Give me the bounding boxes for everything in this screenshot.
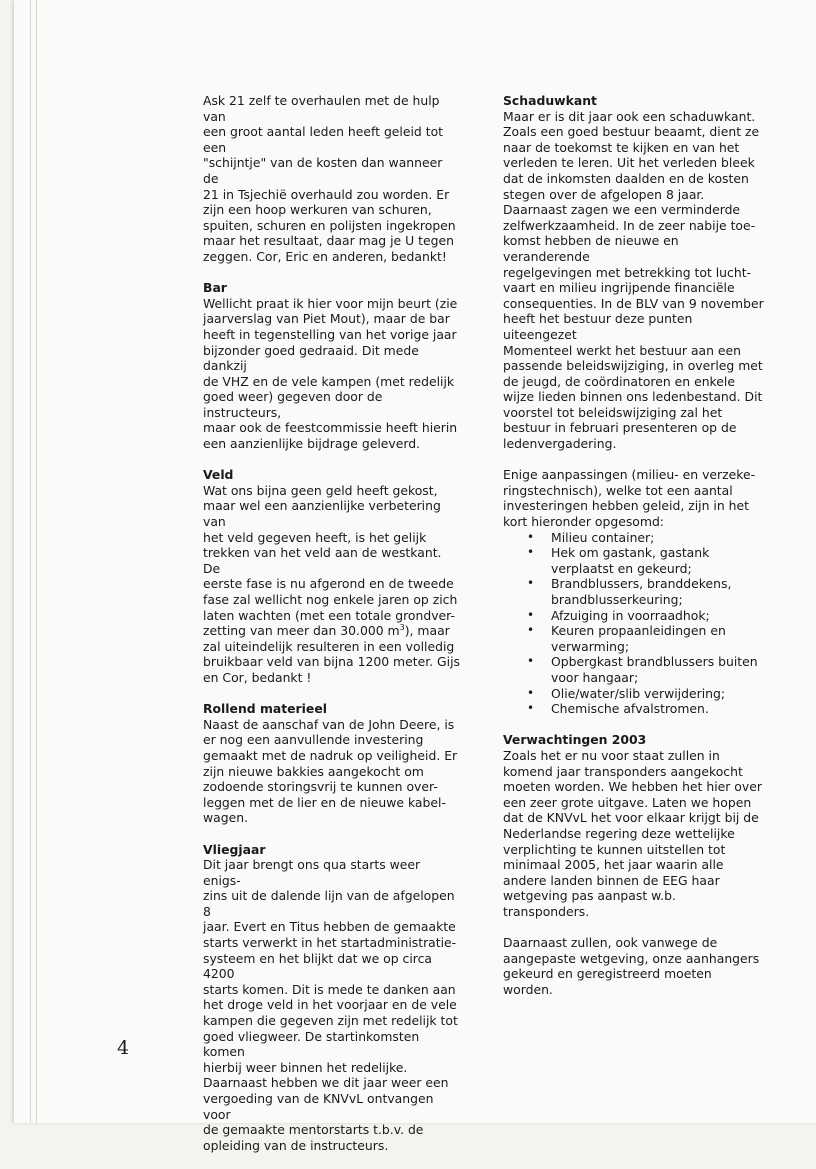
page-edge-line — [36, 0, 37, 1123]
section-text-verwachtingen: Zoals het er nu voor staat zullen in komend jaar transponders aangekocht moeten worden. We hebben het hier over een zeer grote uitgave. Laten we hopen dat de KNVvL het voor elkaar krijgt bij de Nederlandse regering deze wettelijke verplichting te kunnen uitstellen tot minimaal 2005, het jaar waarin alle andere landen binnen de EEG haar wetgeving pas aanpast w.b. transponders. — [503, 747, 762, 919]
list-item-text: Brandblussers, branddekens, brandblusserkeuring; — [551, 576, 732, 607]
page-edge-line — [30, 0, 31, 1123]
section-text-schaduwkant: Maar er is dit jaar ook een schaduwkant. Zoals een goed bestuur beaamt, dient ze naar de toekomst te kijken en van het verleden te leren. Uit het verleden bleek dat de inkomsten daalden en de kosten stegen over de afgelopen 8 jaar. Daarnaast zagen we een verminderde zelfwerkzaamheid. In de zeer nabije toe- komst hebben de nieuwe en veranderende regelgevingen met betrekking tot lucht- vaart en milieu ingrijpende financiële consequenties. In de BLV van 9 november heeft het bestuur deze punten uiteengezet Momenteel werkt het bestuur aan een passende beleidswijziging, in overleg met de jeugd, de coördinatoren en enkele wijze lieden binnen ons ledenbestand. Dit voorstel tot beleidswijziging zal het bestuur in februari presenteren op de ledenvergadering. — [503, 108, 764, 452]
bullet-icon: • — [527, 685, 535, 700]
list-item — [503, 623, 765, 654]
page-number: 4 — [117, 1037, 130, 1059]
list-item — [503, 545, 765, 576]
bullet-icon: • — [527, 607, 535, 622]
bullet-icon: • — [527, 701, 535, 716]
bullet-icon: • — [527, 529, 535, 544]
section-veld — [203, 467, 461, 685]
superscript-cubed: 3 — [399, 623, 405, 633]
bullet-icon: • — [527, 545, 535, 560]
intro-paragraph: Ask 21 zelf te overhaulen met de hulp van een groot aantal leden heeft geleid tot een "schijntje" van de kosten dan wanneer de 21 in Tsjechië overhauld zou worden. Er zijn een hoop werkuren van schuren, spuiten, schuren en polijsten ingekropen maar het resultaat, daar mag je U tegen zeggen. Cor, Eric en anderen, bedankt! — [203, 93, 456, 264]
bullet-icon: • — [527, 623, 535, 638]
section-heading-veld: Veld — [203, 467, 234, 483]
list-item-text: Keuren propaanleidingen en verwarming; — [551, 623, 726, 654]
bullet-icon: • — [527, 576, 535, 591]
section-heading-vliegjaar: Vliegjaar — [203, 841, 266, 857]
veld-text-after: ), maar zal uiteindelijk resulteren in een volledig bruikbaar veld van bijna 1200 meter. Gijs en Cor, bedankt ! — [203, 623, 460, 685]
bullet-icon: • — [527, 654, 535, 669]
list-item-text: Olie/water/slib verwijdering; — [551, 685, 726, 701]
list-item-text: Milieu container; — [551, 529, 655, 545]
section-text-vliegjaar: Dit jaar brengt ons qua starts weer enigs- zins uit de dalende lijn van de afgelopen 8 jaar. Evert en Titus hebben de gemaakte starts verwerkt in het startadministratie- systeem en het blijkt dat we op circa 4200 starts komen. Dit is mede te danken aan het droge veld in het voorjaar en de vele kampen die gegeven zijn met redelijk tot goed vliegweer. De startinkomsten komen hierbij weer binnen het redelijke. Daarnaast hebben we dit jaar weer een vergoeding van de KNVvL ontvangen voor de gemaakte mentorstarts t.b.v. de opleiding van de instructeurs. — [203, 857, 458, 1153]
list-item — [503, 576, 765, 607]
right-column — [503, 93, 765, 1013]
section-bar — [203, 280, 461, 452]
section-heading-bar: Bar — [203, 280, 227, 296]
list-item — [503, 654, 765, 685]
veld-text-before: Wat ons bijna geen geld heeft gekost, maar wel een aanzienlijke verbetering van het veld gegeven heeft, is het gelijk trekken van het veld aan de westkant. De eerste fase is nu afgerond en de tweede fase zal wellicht nog enkele jaren op zich laten wachten (met een totale grondver- zetting van meer dan 30.000 m — [203, 482, 458, 639]
section-schaduwkant — [503, 93, 765, 452]
left-column — [203, 93, 461, 1169]
section-text-veld — [203, 483, 461, 686]
list-item — [503, 686, 765, 702]
list-item — [503, 608, 765, 624]
list-item — [503, 701, 765, 717]
section-heading-rollend-materieel: Rollend materieel — [203, 701, 327, 717]
section-heading-verwachtingen: Verwachtingen 2003 — [503, 732, 647, 748]
list-item-text: Afzuiging in voorraadhok; — [551, 607, 710, 623]
list-item-text: Hek om gastank, gastank verplaatst en gekeurd; — [551, 545, 710, 576]
list-item — [503, 530, 765, 546]
list-item-text: Chemische afvalstromen. — [551, 701, 709, 717]
aanpassingen-intro: Enige aanpassingen (milieu- en verzeke- ringstechnisch), welke tot een aantal investeringen hebben geleid, zijn in het kort hieronder opgesomd: — [503, 467, 756, 530]
section-text-bar: Wellicht praat ik hier voor mijn beurt (zie jaarverslag van Piet Mout), maar de bar heeft in tegenstelling van het vorige jaar bijzonder goed gedraaid. Dit mede dankzij de VHZ en de vele kampen (met redelijk goed weer) gegeven door de instructeurs, maar ook de feestcommissie heeft hierin een aanzienlijke bijdrage geleverd. — [203, 295, 458, 452]
list-item-text: Opbergkast brandblussers buiten voor hangaar; — [551, 654, 758, 685]
section-heading-schaduwkant: Schaduwkant — [503, 93, 597, 108]
aanpassingen-list — [503, 530, 765, 717]
section-verwachtingen — [503, 732, 765, 919]
section-vliegjaar — [203, 842, 461, 1154]
section-rollend-materieel — [203, 701, 461, 826]
section-text-rollend-materieel: Naast de aanschaf van de John Deere, is er nog een aanvullende investering gemaakt met de nadruk op veiligheid. Er zijn nieuwe bakkies aangekocht om zodoende storingsvrij te kunnen over- leggen met de lier en de nieuwe kabel- wagen. — [203, 716, 458, 826]
closing-paragraph: Daarnaast zullen, ook vanwege de aangepaste wetgeving, onze aanhangers gekeurd en geregistreerd moeten worden. — [503, 935, 760, 997]
